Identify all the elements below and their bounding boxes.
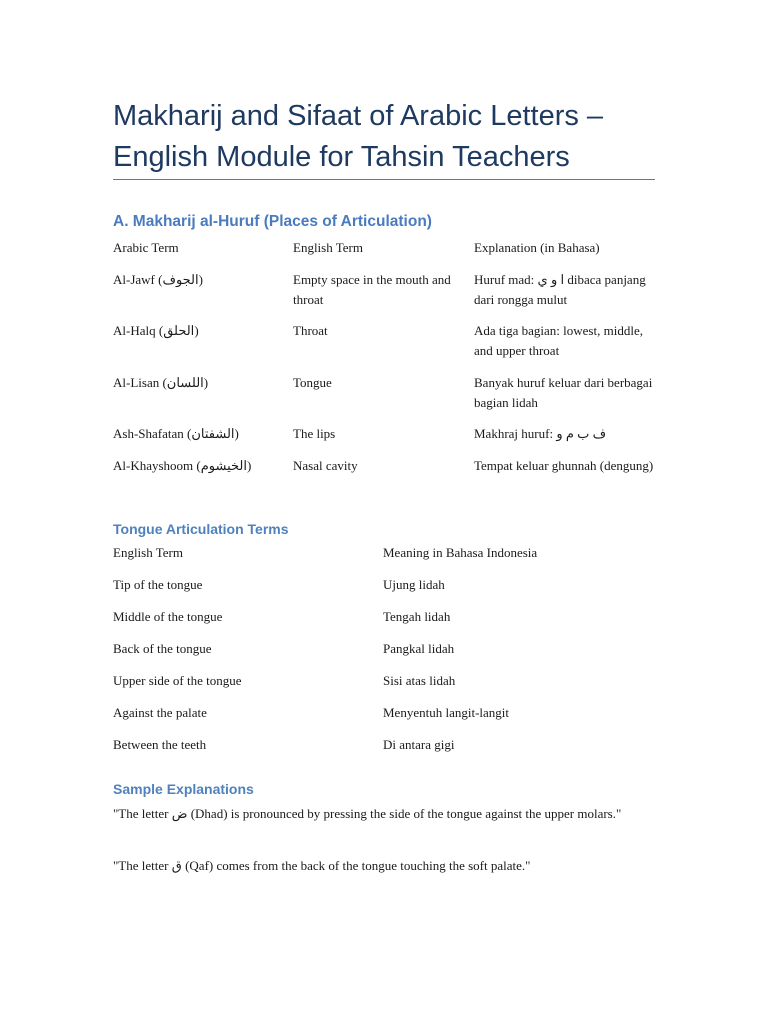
document-title: Makharij and Sifaat of Arabic Letters – English Module for Tahsin Teachers: [113, 100, 604, 173]
english-term: Tip of the tongue: [113, 577, 203, 592]
english-term: Between the teeth: [113, 737, 207, 752]
arabic-term: Al-Halq (الحلق): [113, 323, 199, 338]
explanation: Makhraj huruf: ف ب م و: [474, 426, 607, 441]
header-english-term: English Term: [293, 240, 363, 255]
meaning: Tengah lidah: [383, 609, 451, 624]
english-term: Empty space in the mouth and throat: [293, 272, 451, 307]
arabic-term: Al-Khayshoom (الخيشوم): [113, 458, 252, 473]
english-term: Nasal cavity: [293, 458, 358, 473]
english-term: Throat: [293, 323, 328, 338]
meaning: Pangkal lidah: [383, 641, 455, 656]
meaning: Menyentuh langit-langit: [383, 705, 510, 720]
header-arabic-term: Arabic Term: [113, 240, 179, 255]
section-a-heading: A. Makharij al-Huruf (Places of Articulation): [113, 213, 432, 230]
header-english-term: English Term: [113, 545, 183, 560]
explanation: Huruf mad: ا و ي dibaca panjang dari rongga mulut: [474, 272, 646, 307]
tongue-terms-heading: Tongue Articulation Terms: [113, 521, 289, 537]
meaning: Di antara gigi: [383, 737, 455, 752]
arabic-term: Al-Lisan (اللسان): [113, 375, 209, 390]
sample-paragraph-dhad: "The letter ض (Dhad) is pronounced by pressing the side of the tongue against the upper molars.": [113, 806, 622, 821]
header-meaning: Meaning in Bahasa Indonesia: [383, 545, 538, 560]
explanation: Ada tiga bagian: lowest, middle, and upper throat: [474, 323, 643, 358]
meaning: Sisi atas lidah: [383, 673, 456, 688]
title-underline: [113, 179, 655, 180]
english-term: Tongue: [293, 375, 332, 390]
arabic-term: Ash-Shafatan (الشفتان): [113, 426, 239, 441]
english-term: Upper side of the tongue: [113, 673, 242, 688]
english-term: Back of the tongue: [113, 641, 212, 656]
sample-paragraph-qaf: "The letter ق (Qaf) comes from the back of the tongue touching the soft palate.": [113, 858, 531, 873]
meaning: Ujung lidah: [383, 577, 445, 592]
english-term: Middle of the tongue: [113, 609, 223, 624]
explanation: Banyak huruf keluar dari berbagai bagian lidah: [474, 375, 653, 410]
english-term: Against the palate: [113, 705, 207, 720]
arabic-term: Al-Jawf (الجوف): [113, 272, 203, 287]
explanation: Tempat keluar ghunnah (dengung): [474, 458, 654, 473]
english-term: The lips: [293, 426, 336, 441]
sample-explanations-heading: Sample Explanations: [113, 781, 254, 797]
header-explanation: Explanation (in Bahasa): [474, 240, 600, 255]
